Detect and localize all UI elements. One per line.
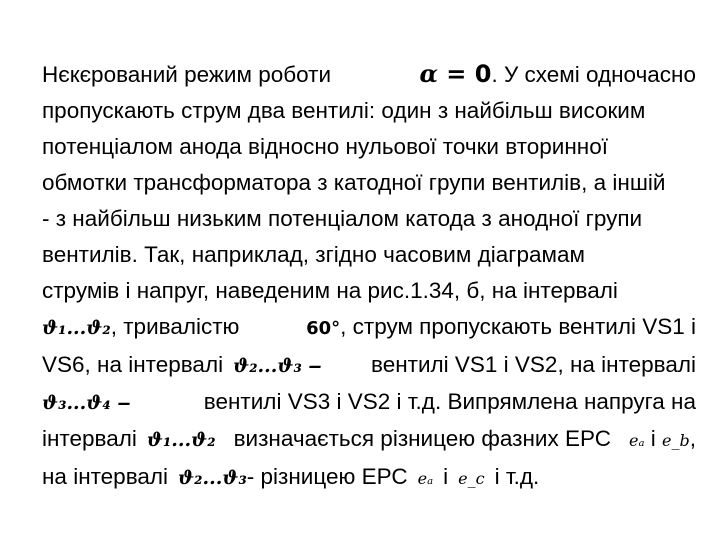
text-line-12 [42,459,696,497]
interval-formula: ϑ₁...ϑ₂ [42,317,111,339]
text-segment: . У схемі одночасно [491,62,696,87]
text-segment: , [689,426,696,451]
alpha-equation [419,56,696,93]
text-segment: , струм пропускають вентилі VS1 і [340,314,696,339]
text-line-8 [42,309,696,347]
text-line-11 [42,421,696,459]
text-line-9 [42,347,696,384]
document-paragraph [42,56,696,497]
text-segment: - різницею ЕРС [246,464,408,489]
equals-zero: = 0 [437,60,492,88]
emf-symbol: e_b [662,431,690,450]
text-segment: струмів і напруг, наведеним на рис.1.34, б, на інтервалі [42,278,618,303]
text-segment: вентилів. Так, наприклад, згідно часовим діаграмам [42,242,585,267]
text-segment: VS6, на інтервалі [42,352,224,377]
text-segment: на інтервалі [42,464,169,489]
text-line-7 [42,273,696,309]
text-segment: , тривалістю [110,314,240,339]
emf-symbol: eₐ [628,431,645,450]
text-line-3 [42,129,696,165]
text-line-5 [42,201,696,237]
text-line-1 [42,56,696,93]
text-segment: вентилі VS3 і VS2 і т.д. Випрямлена напруга на [203,389,696,414]
interval-formula: ϑ₂...ϑ₃ [178,467,247,489]
text-segment: і [443,464,449,489]
text-segment: і [650,426,656,451]
degree-value: 60° [306,318,341,339]
interval-formula: ϑ₁...ϑ₂ [146,429,216,451]
text-segment: пропускають струм два вентилі: один з найбільш високим [42,98,646,123]
text-line-10 [42,384,696,421]
emf-symbol: e_c [458,469,485,488]
emf-symbol: eₐ [417,469,434,488]
text-line-6 [42,237,696,273]
text-segment: - з найбільш низьким потенціалом катода з анодної групи [42,206,643,231]
text-segment: інтервалі [42,426,137,451]
text-line-2 [42,93,696,129]
text-line-4 [42,165,696,201]
text-segment: і т.д. [494,464,540,489]
text-segment: визначається різницею фазних ЕРС [233,426,611,451]
text-segment: Нєкєрований режим роботи [42,62,332,87]
text-segment: обмотки трансформатора з катодної групи вентилів, а іншій [42,170,666,195]
interval-formula: ϑ₃...ϑ₄ ‒ [42,392,131,414]
interval-formula: ϑ₂...ϑ₃ ‒ [233,355,322,377]
alpha-symbol: α [419,59,438,88]
text-segment: потенціалом анода відносно нульової точки вторинної [42,134,608,159]
text-segment: вентилі VS1 і VS2, на інтервалі [371,352,696,377]
